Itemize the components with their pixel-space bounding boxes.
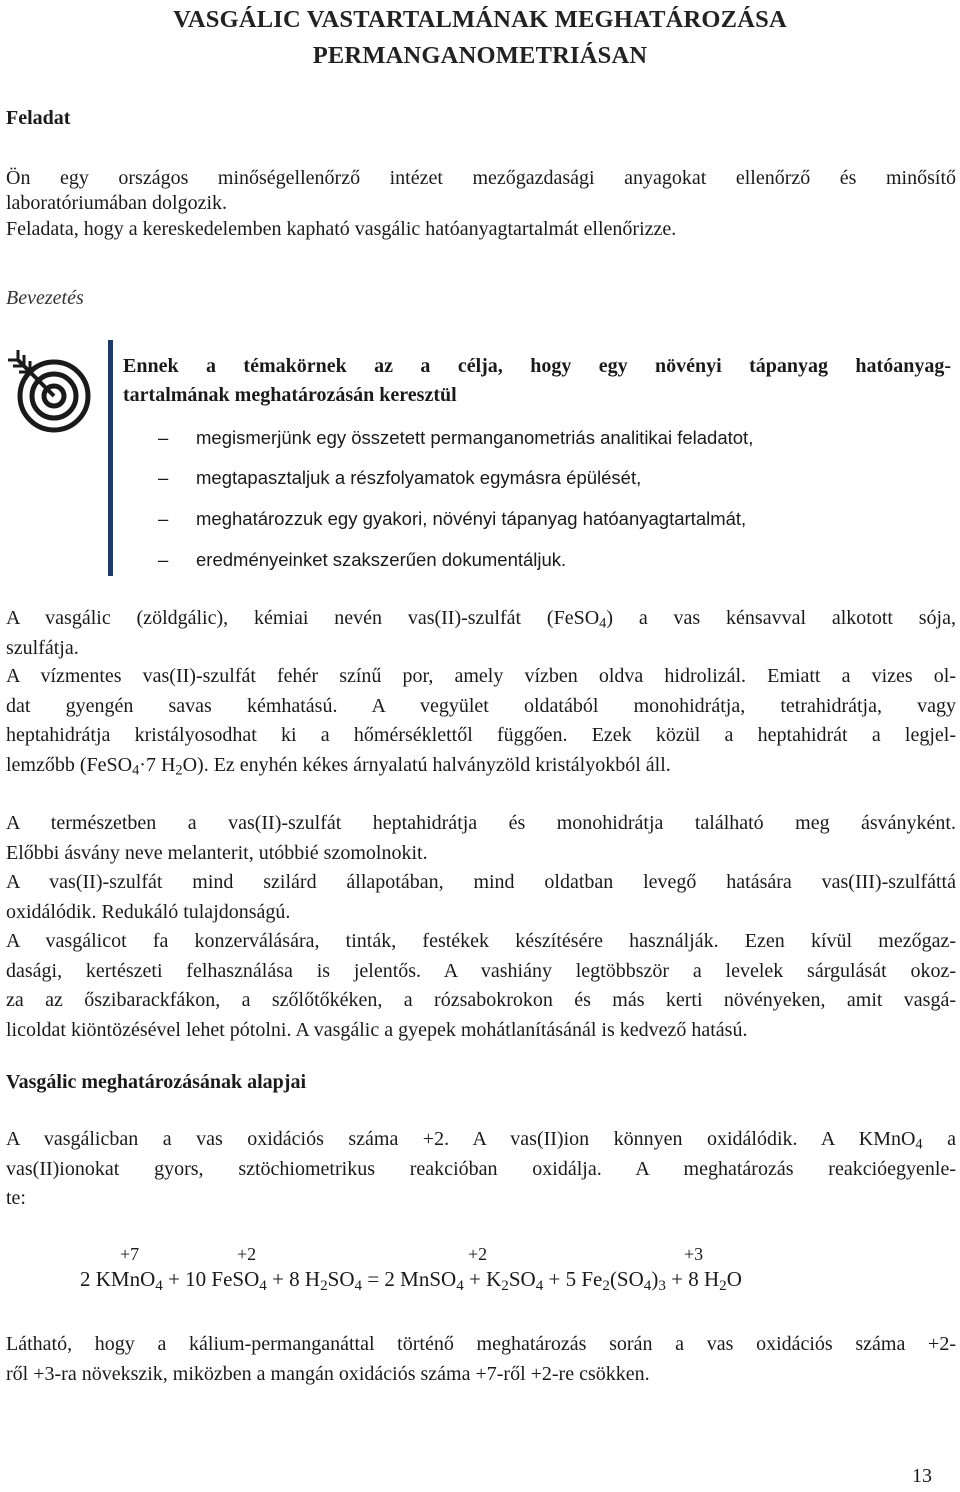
- list-item: – meghatározzuk egy gyakori, növényi tápanyag hatóanyagtartalmát,: [158, 508, 747, 529]
- page-number: 13: [912, 1465, 932, 1487]
- reaction-equation: 2 KMnO$_4$ + 10 FeSO$_4$ + 8 $H_2SO_4 = 2$ MnSO$_4$ + $K_2SO_4 + 5$ $Fe_2(SO_4)_3 + 8$ $H_2O$: [80, 1267, 742, 1294]
- p5-line-4: licoldat kiöntözésével lehet pótolni. A vasgálic a gyepek mohátlanításánál is kedvező hatású.: [6, 1018, 748, 1041]
- p4-line-1: A vas(II)-szulfát mind szilárd állapotában, mind oldatban levegő hatására vas(III)-szulfáttá: [6, 871, 956, 893]
- goal-line-1: Ennek a témakörnek az a célja, hogy egy növényi tápanyag hatóanyag-: [123, 355, 951, 377]
- oxidation-number-fe-right: +3: [684, 1244, 704, 1264]
- p2-line-2: dat gyengén savas kémhatású. A vegyület oldatából monohidrátja, tetrahidrátja, vagy: [6, 694, 956, 717]
- p6-line-1: A vasgálicban a vas oxidációs száma +2. A vas(II)ion könnyen oxidálódik. A KMnO$_4$ a: [6, 1128, 956, 1153]
- feladat-paragraph: [6, 164, 956, 245]
- p1-line-2: szulfátja.: [6, 636, 79, 659]
- list-item: – megtapasztaljuk a részfolyamatok egymásra épülését,: [158, 467, 642, 488]
- p6-line-2: vas(II)ionokat gyors, sztöchiometrikus reakcióban oxidálja. A meghatározás reakcióegyenle-: [6, 1157, 956, 1180]
- title-line-2: PERMANGANOMETRIÁSAN: [312, 42, 648, 69]
- title-line-1: VASGÁLIC VASTARTALMÁNAK MEGHATÁROZÁSA: [173, 6, 787, 33]
- paragraph-conclusion: [6, 1330, 956, 1389]
- paragraph-vasgalic-intro: [6, 604, 956, 663]
- p7-line-2: ről +3-ra növekszik, miközben a mangán oxidációs száma +7-ről +2-re csökken.: [6, 1362, 650, 1385]
- bullet-text-2: megtapasztaljuk a részfolyamatok egymásra épülését,: [196, 467, 642, 488]
- oxidation-number-mn-right: +2: [468, 1244, 488, 1264]
- paragraph-properties: [6, 662, 956, 780]
- p5-line-1: A vasgálicot fa konzerválására, tinták, festékek készítésére használják. Ezen kívül mezőgaz-: [6, 930, 956, 952]
- list-item: – eredményeinket szakszerűen dokumentáljuk.: [158, 549, 567, 570]
- oxidation-number-fe-left: +2: [237, 1244, 257, 1264]
- feladat-line-3: Feladata, hogy a kereskedelemben kapható vasgálic hatóanyagtartalmát ellenőrizze.: [6, 218, 677, 240]
- goal-intro: [123, 352, 951, 410]
- target-arrow-icon: [4, 344, 96, 436]
- bullet-text-1: megismerjünk egy összetett permanganometriás analitikai feladatot,: [196, 427, 754, 448]
- oxidation-number-mn: +7: [120, 1244, 140, 1264]
- list-item: – megismerjünk egy összetett permanganometriás analitikai feladatot,: [158, 427, 754, 448]
- page-title: [0, 2, 960, 74]
- p5-line-3: za az őszibarackfákon, a szőlőtőkéken, a rózsabokrokon és más kerti növényeken, amit vasgá-: [6, 989, 956, 1011]
- alapjai-heading: Vasgálic meghatározásának alapjai: [6, 1071, 307, 1093]
- p7-line-1: Látható, hogy a kálium-permanganáttal történő meghatározás során a vas oxidációs száma +2-: [6, 1333, 956, 1355]
- p6-line-3: te:: [6, 1187, 26, 1209]
- feladat-line-2: laboratóriumában dolgozik.: [6, 191, 228, 214]
- p2-line-1: A vízmentes vas(II)-szulfát fehér színű por, amely vízben oldva hidrolizál. Emiatt a vizes ol-: [6, 665, 956, 687]
- goal-box-bar: [108, 340, 113, 576]
- p2-line-4: lemzőbb (FeSO$_4$·7 $H_2O$). Ez enyhén kékes árnyalatú halványzöld kristályokból áll.: [6, 753, 671, 779]
- bullet-text-4: eredményeinket szakszerűen dokumentáljuk.: [196, 549, 567, 570]
- bevezetes-heading: Bevezetés: [6, 287, 84, 309]
- goal-line-2: tartalmának meghatározásán keresztül: [123, 384, 457, 406]
- p3-line-2: Előbbi ásvány neve melanterit, utóbbié szomolnokit.: [6, 841, 428, 864]
- bullet-text-3: meghatározzuk egy gyakori, növényi tápanyag hatóanyagtartalmát,: [196, 508, 747, 529]
- paragraph-minerals: [6, 809, 956, 1045]
- p3-line-1: A természetben a vas(II)-szulfát heptahidrátja és monohidrátja található meg ásványként.: [6, 812, 956, 834]
- p2-line-3: heptahidrátja kristályosodhat ki a hőmérséklettől függően. Ezek közül a heptahidrát a legjel-: [6, 724, 956, 746]
- p5-line-2: dasági, kertészeti felhasználása is jelentős. A vashiány legtöbbször a levelek sárgulását okoz-: [6, 959, 956, 982]
- paragraph-basis: [6, 1125, 956, 1214]
- p4-line-2: oxidálódik. Redukáló tulajdonságú.: [6, 900, 291, 923]
- feladat-heading: Feladat: [6, 107, 71, 129]
- p1-line-1: A vasgálic (zöldgálic), kémiai nevén vas(II)-szulfát (FeSO$_4$) a vas kénsavval alkotott sója,: [6, 607, 956, 632]
- feladat-line-1: Ön egy országos minőségellenőrző intézet mezőgazdasági anyagokat ellenőrző és minősítő: [6, 167, 956, 189]
